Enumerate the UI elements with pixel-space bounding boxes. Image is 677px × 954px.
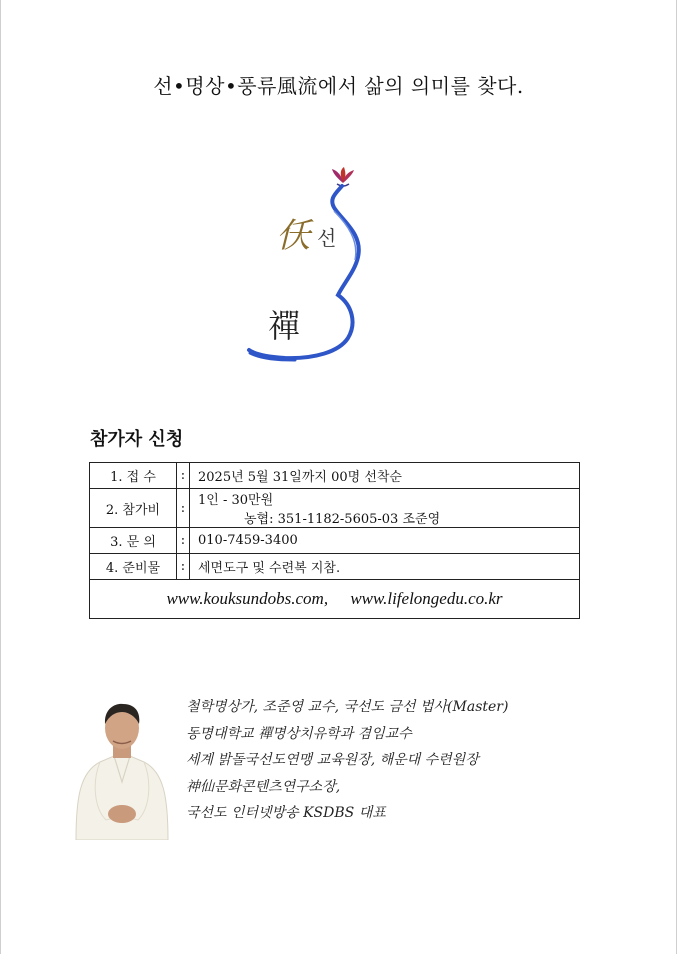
website-cell [90, 580, 580, 619]
table-row [90, 489, 580, 528]
page-left-border [0, 0, 1, 954]
bio-line: 철학명상가, 조준영 교수, 국선도 금선 법사(Master) [186, 699, 509, 715]
bank-account: 농협: 351-1182-5605-03 조준영 [244, 512, 441, 527]
logo-hanja-top: 仸 [276, 216, 310, 256]
lotus-icon [332, 167, 354, 186]
table-row [90, 554, 580, 580]
bio-line: 세계 밝돌국선도연맹 교육원장, 해운대 수련원장 [186, 752, 479, 768]
website-link-lifelongedu[interactable]: www.lifelongedu.co.kr [350, 589, 503, 608]
row-label: 1. 접 수 [90, 463, 177, 489]
headline: 선•명상•풍류風流에서 삶의 의미를 찾다. [153, 74, 524, 98]
table-row [90, 528, 580, 554]
bio-line: 神仙문화콘텐츠연구소장, [186, 778, 341, 795]
bio-line: 국선도 인터넷방송 KSDBS 대표 [186, 805, 386, 821]
row-colon: : [177, 528, 190, 554]
logo-hanja-bottom: 禪 [268, 307, 301, 345]
row-colon: : [177, 489, 190, 528]
row-colon: : [177, 554, 190, 580]
row-value: 010-7459-3400 [190, 528, 580, 554]
instructor-bio [186, 694, 508, 827]
bio-line: 동명대학교 禪명상치유학과 겸임교수 [186, 725, 412, 742]
fee-amount: 1인 - 30만원 [198, 493, 274, 508]
row-value: 세면도구 및 수련복 지참. [190, 554, 580, 580]
application-table [89, 462, 580, 619]
table-row [90, 463, 580, 489]
logo-hangul-top: 선 [317, 226, 337, 250]
row-label: 2. 참가비 [90, 489, 177, 528]
row-label: 4. 준비물 [90, 554, 177, 580]
row-value: 2025년 5월 31일까지 00명 선착순 [190, 463, 580, 489]
row-label: 3. 문 의 [90, 528, 177, 554]
seon-calligraphy-logo [240, 165, 370, 370]
website-link-kouksundobs[interactable]: www.kouksundobs.com, [166, 589, 329, 608]
row-colon: : [177, 463, 190, 489]
instructor-photo [72, 698, 172, 840]
website-row [90, 580, 580, 619]
row-value [190, 489, 580, 528]
section-title: 참가자 신청 [90, 429, 184, 450]
